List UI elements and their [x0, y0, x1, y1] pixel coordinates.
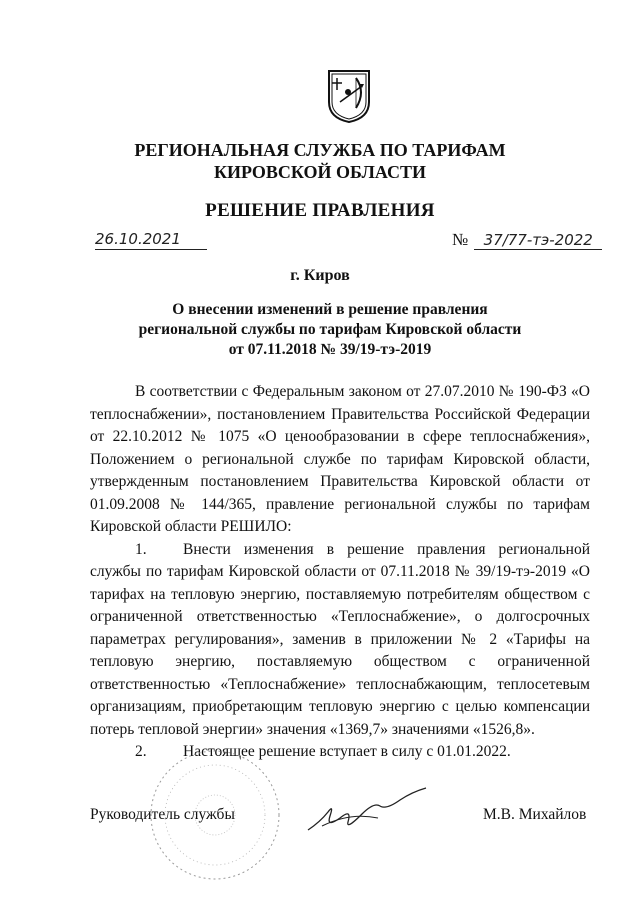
org-name-line-1: РЕГИОНАЛЬНАЯ СЛУЖБА ПО ТАРИФАМ [134, 140, 506, 160]
item-text: Внести изменения в решение правления региональной службы по тарифам Кировской области от 07.11.2018 № 39/19-тэ-2019 «О тарифах на тепловую энергию, поставляемую потребителям обществом с ограниченной ответственностью «Теплоснабжение», о долгосрочных параметрах регулирования», заменив в приложении № 2 «Тарифы на тепловую энергию, поставляемую обществом с ограниченной ответственностью «Теплоснабжение» теплоснабжающим, теплосетевым организациям, приобретающим тепловую энергию с целью компенсации потерь тепловой энергии» значения «1369,7» значениями «1526,8». [90, 540, 590, 738]
subject-line-3: от 07.11.2018 № 39/19-тэ-2019 [228, 341, 432, 358]
number-sign: № [452, 230, 469, 249]
signer-name: М.В. Михайлов [483, 806, 587, 823]
city: г. Киров [290, 267, 350, 284]
subject-line-2: региональной службы по тарифам Кировской области [138, 321, 522, 338]
decision-subject [120, 300, 540, 360]
item-number: 2. [135, 743, 147, 760]
org-name-line-2: КИРОВСКОЙ ОБЛАСТИ [213, 162, 427, 182]
item-number: 1. [135, 540, 147, 558]
item-1 [90, 539, 590, 742]
decision-date: 26.10.2021 [95, 230, 207, 250]
subject-line-1: О внесении изменений в решение правления [172, 301, 488, 318]
kirov-coat-of-arms-icon [326, 68, 372, 124]
item-text: Настоящее решение вступает в силу с 01.01.2022. [183, 743, 511, 760]
handwritten-signature [300, 782, 430, 842]
decision-body [90, 381, 590, 764]
decision-number-value: 37/77-тэ-2022 [474, 231, 602, 250]
document-title: РЕШЕНИЕ ПРАВЛЕНИЯ [205, 200, 435, 221]
intro-paragraph: В соответствии с Федеральным законом от 27.07.2010 № 190-ФЗ «О теплоснабжении», постановлением Правительства Российской Федерации от 22.10.2012 № 1075 «О ценообразовании в сфере теплоснабжения», Положением о региональной службе по тарифам Кировской области, утвержденным постановлением Правительства Кировской области от 01.09.2008 № 144/365, правление региональной службы по тарифам Кировской области РЕШИЛО: [90, 383, 590, 535]
signer-position: Руководитель службы [90, 806, 235, 823]
decision-number [452, 230, 602, 250]
